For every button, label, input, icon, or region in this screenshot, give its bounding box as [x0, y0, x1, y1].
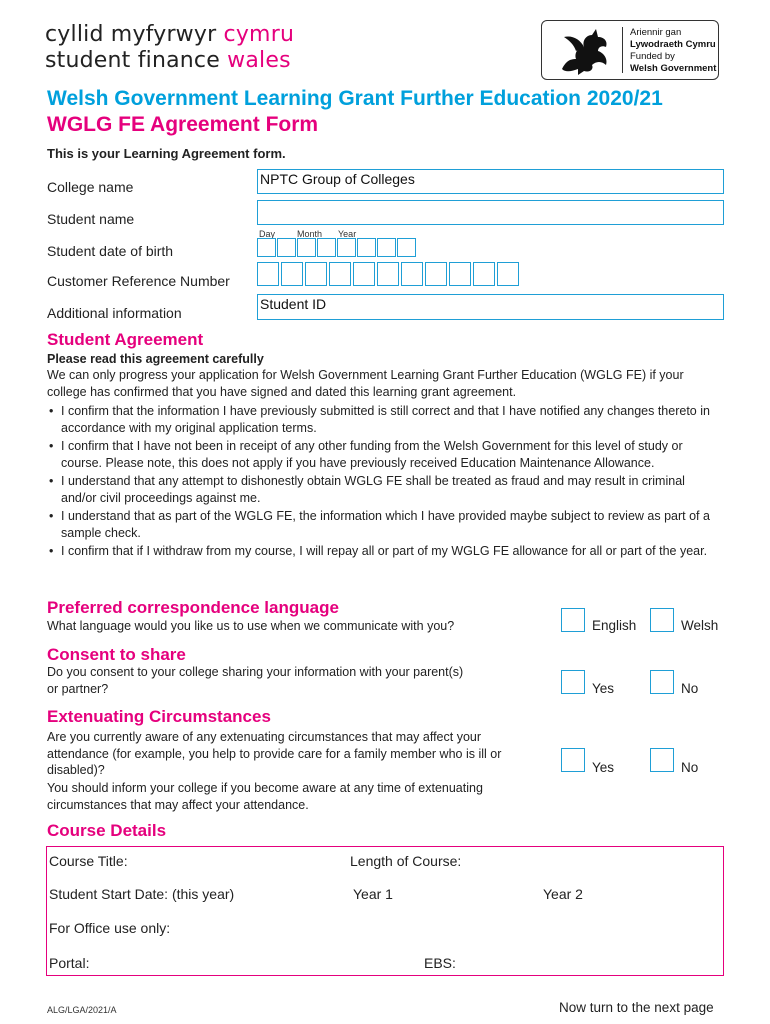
student-name-label: Student name [47, 211, 135, 227]
logo-welsh-text: cyllid myfyrwyr [45, 22, 217, 47]
agreement-please-read: Please read this agreement carefully [47, 352, 264, 366]
agreement-intro: We can only progress your application for Welsh Government Learning Grant Further Education (WGLG FE) if your college has confirmed that you have signed and dated this learning grant agreement. [47, 368, 684, 399]
start-date-label[interactable]: Student Start Date: (this year) [49, 886, 235, 902]
dob-digit-box[interactable] [297, 238, 316, 257]
agreement-bullets [47, 403, 719, 560]
dragon-icon [556, 25, 614, 77]
extenuating-no-checkbox[interactable] [650, 748, 674, 772]
welsh-label: Welsh [681, 618, 719, 633]
crn-digit-box[interactable] [449, 262, 471, 286]
logo-english-text: student finance [45, 48, 220, 73]
course-details-heading: Course Details [47, 821, 167, 840]
form-title-line1: Welsh Government Learning Grant Further Education 2020/21 [47, 87, 663, 110]
crn-digit-box[interactable] [281, 262, 303, 286]
welsh-checkbox[interactable] [650, 608, 674, 632]
sfw-logo [45, 22, 305, 74]
extenuating-no-label: No [681, 760, 699, 775]
consent-yes-label: Yes [592, 681, 615, 696]
course-details-box [46, 846, 724, 976]
extenuating-heading: Extenuating Circumstances [47, 707, 271, 726]
form-code: ALG/LGA/2021/A [47, 1005, 117, 1015]
additional-info-field[interactable]: Student ID [257, 294, 724, 320]
dob-month-label: Month [297, 229, 323, 239]
next-page-note: Now turn to the next page [559, 1000, 714, 1015]
crn-digit-box[interactable] [329, 262, 351, 286]
gov-logo-line4: Welsh Government [630, 63, 717, 74]
college-name-field[interactable]: NPTC Group of Colleges [257, 169, 724, 194]
agreement-bullet: • I understand that as part of the WGLG FE, the information which I have provided maybe subject to review as part of a sample check. [47, 508, 719, 541]
crn-digit-box[interactable] [377, 262, 399, 286]
dob-digit-box[interactable] [317, 238, 336, 257]
language-question: What language would you like us to use when we communicate with you? [47, 619, 455, 633]
crn-label: Customer Reference Number [47, 273, 230, 289]
student-name-field[interactable] [257, 200, 724, 225]
extenuating-yes-label: Yes [592, 760, 615, 775]
college-name-label: College name [47, 179, 134, 195]
crn-digit-box[interactable] [425, 262, 447, 286]
logo-divider [622, 27, 623, 73]
year1-label[interactable]: Year 1 [353, 886, 393, 902]
dob-digit-box[interactable] [277, 238, 296, 257]
agreement-bullet: • I confirm that the information I have previously submitted is still correct and that I have notified any changes thereto in accordance with my original application terms. [47, 403, 719, 436]
agreement-bullet: • I confirm that if I withdraw from my course, I will repay all or part of my WGLG FE allowance for all or part of the year. [47, 543, 719, 560]
dob-digit-box[interactable] [397, 238, 416, 257]
portal-label[interactable]: Portal: [49, 955, 90, 971]
consent-no-checkbox[interactable] [650, 670, 674, 694]
course-length-label[interactable]: Length of Course: [350, 853, 462, 869]
consent-question: Do you consent to your college sharing your information with your parent(s) or partner? [47, 665, 464, 696]
language-heading: Preferred correspondence language [47, 598, 339, 617]
consent-yes-checkbox[interactable] [561, 670, 585, 694]
dob-digit-box[interactable] [257, 238, 276, 257]
dob-day-label: Day [259, 229, 276, 239]
consent-heading: Consent to share [47, 645, 186, 664]
extenuating-yes-checkbox[interactable] [561, 748, 585, 772]
crn-digit-box[interactable] [401, 262, 423, 286]
crn-digit-box[interactable] [353, 262, 375, 286]
dob-digit-box[interactable] [357, 238, 376, 257]
dob-label: Student date of birth [47, 243, 174, 259]
additional-info-label: Additional information [47, 305, 182, 321]
crn-digit-box[interactable] [473, 262, 495, 286]
gov-logo-line2: Lywodraeth Cymru [630, 39, 716, 50]
gov-logo-line1: Ariennir gan [630, 27, 682, 38]
crn-digit-box[interactable] [305, 262, 327, 286]
dob-digit-box[interactable] [337, 238, 356, 257]
dob-digit-box[interactable] [377, 238, 396, 257]
ebs-label[interactable]: EBS: [424, 955, 456, 971]
logo-welsh-accent: cymru [223, 22, 295, 47]
form-title-line2: WGLG FE Agreement Form [47, 113, 319, 136]
office-use-label: For Office use only: [49, 920, 171, 936]
form-subtitle: This is your Learning Agreement form. [47, 146, 286, 161]
agreement-bullet: • I understand that any attempt to dishonestly obtain WGLG FE shall be treated as fraud and may result in criminal and/or civil proceedings against me. [47, 473, 719, 506]
crn-digit-box[interactable] [257, 262, 279, 286]
crn-digit-box[interactable] [497, 262, 519, 286]
agreement-bullet: • I confirm that I have not been in receipt of any other funding from the Welsh Government for this level of study or course. Please note, this does not apply if you have previously received Education Maintenance Allowance. [47, 438, 719, 471]
english-label: English [592, 618, 637, 633]
student-agreement-heading: Student Agreement [47, 330, 204, 349]
year2-label[interactable]: Year 2 [543, 886, 583, 902]
extenuating-question: Are you currently aware of any extenuating circumstances that may affect your attendance (for example, you help to provide care for a family member who is ill or disabled)? [47, 730, 502, 777]
welsh-government-logo [541, 20, 719, 80]
extenuating-note: You should inform your college if you become aware at any time of extenuating circumstances that may affect your attendance. [47, 781, 483, 812]
consent-no-label: No [681, 681, 699, 696]
gov-logo-line3: Funded by [630, 51, 675, 62]
english-checkbox[interactable] [561, 608, 585, 632]
course-title-label[interactable]: Course Title: [49, 853, 128, 869]
dob-year-label: Year [338, 229, 357, 239]
logo-english-accent: wales [227, 48, 291, 73]
